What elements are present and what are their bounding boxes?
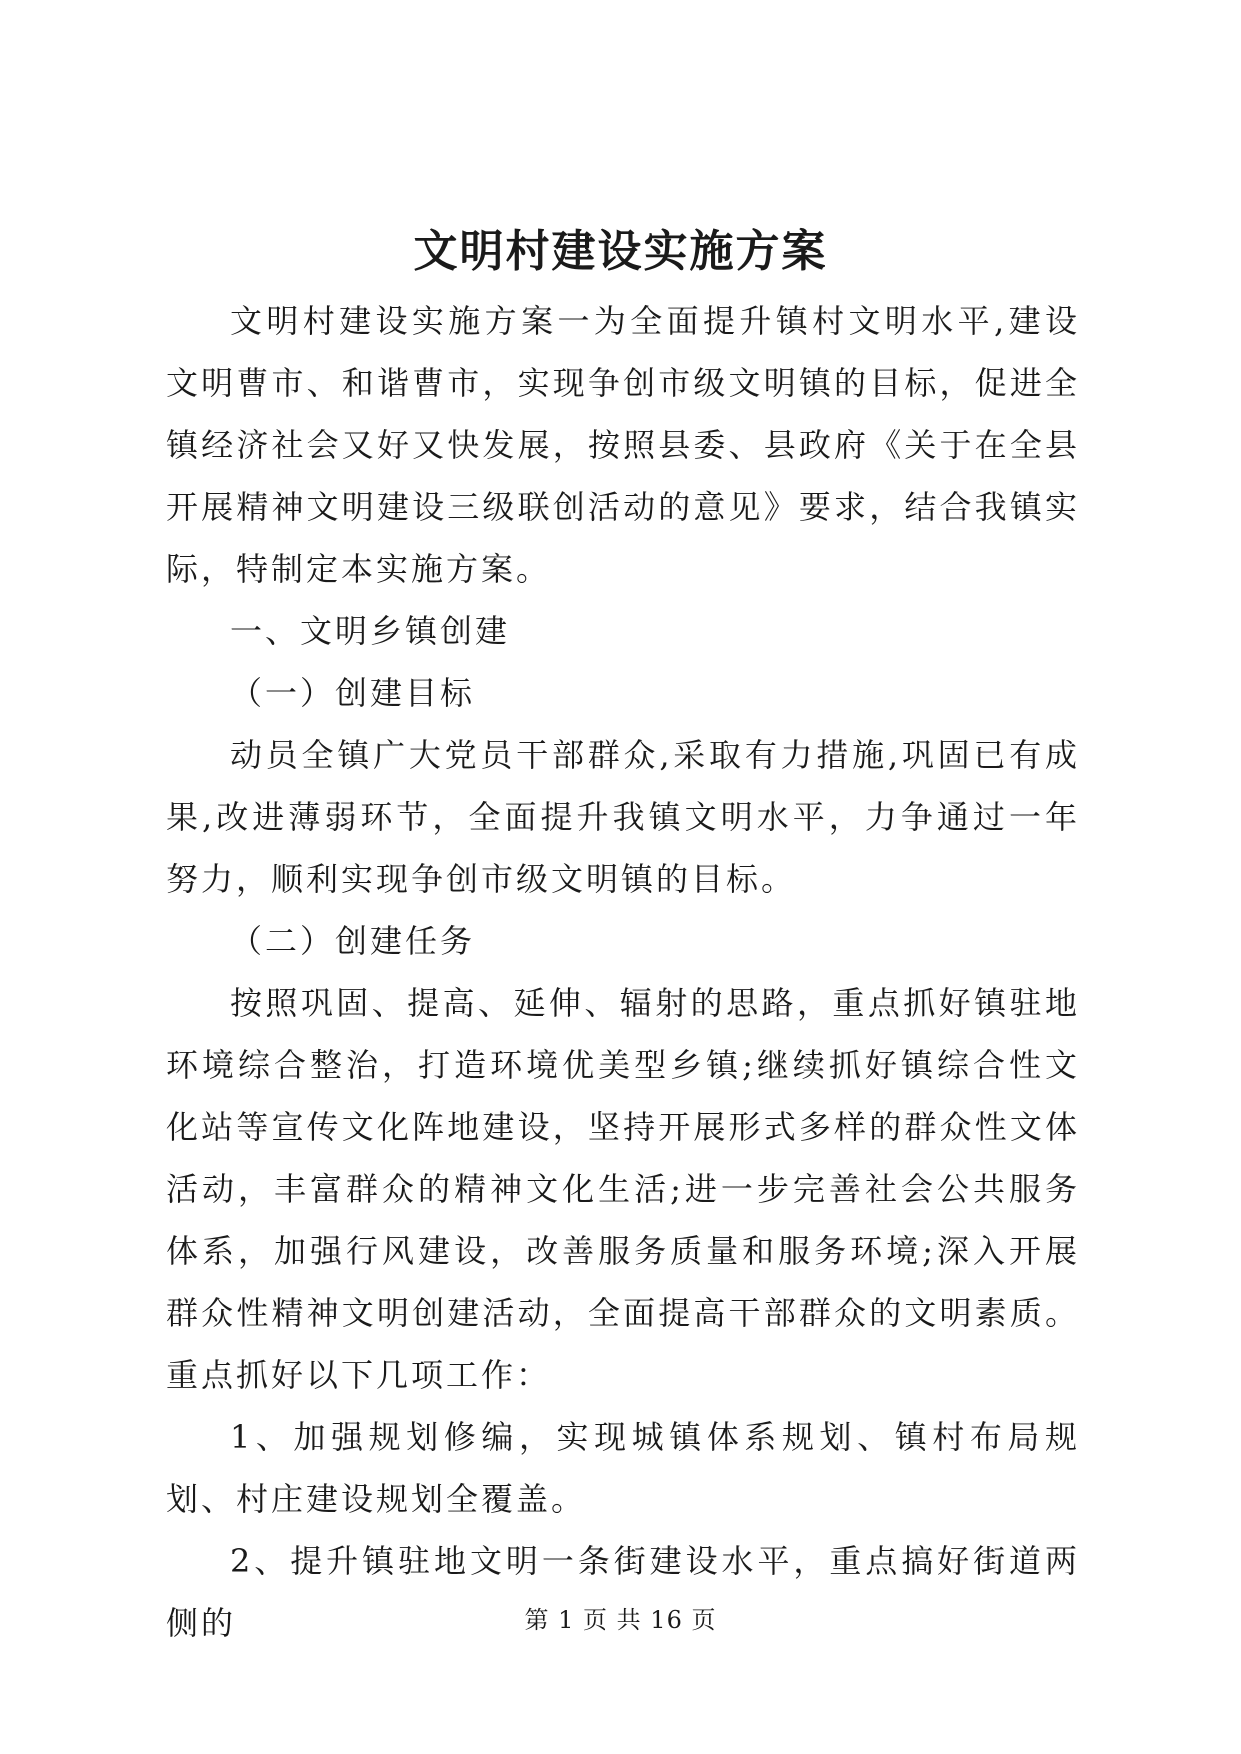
document-title: 文明村建设实施方案 — [413, 226, 828, 277]
page-number-footer: 第 1 页 共 16 页 — [524, 1606, 717, 1634]
heading-subsection-1: （一）创建目标 — [230, 674, 476, 712]
heading-subsection-2: （二）创建任务 — [230, 922, 476, 960]
list-item-2: 2、提升镇驻地文明一条街建设水平，重点搞好街道两侧的 — [166, 1542, 1080, 1642]
heading-section-1: 一、文明乡镇创建 — [230, 612, 511, 650]
paragraph-tasks: 按照巩固、提高、延伸、辐射的思路，重点抓好镇驻地环境综合整治，打造环境优美型乡镇;继续抓好镇综合性文化站等宣传文化阵地建设，坚持开展形式多样的群众性文体活动，丰富群众的精神文化生活;进一步完善社会公共服务体系，加强行风建设，改善服务质量和服务环境;深入开展群众性精神文明创建活动，全面提高干部群众的文明素质。重点抓好以下几项工作： — [166, 984, 1080, 1394]
list-item-1: 1、加强规划修编，实现城镇体系规划、镇村布局规划、村庄建设规划全覆盖。 — [166, 1418, 1080, 1518]
document-body — [166, 290, 1080, 1654]
paragraph-goal: 动员全镇广大党员干部群众,采取有力措施,巩固已有成果,改进薄弱环节，全面提升我镇文明水平，力争通过一年努力，顺利实现争创市级文明镇的目标。 — [166, 736, 1080, 898]
paragraph-intro: 文明村建设实施方案一为全面提升镇村文明水平,建设文明曹市、和谐曹市，实现争创市级文明镇的目标，促进全镇经济社会又好又快发展，按照县委、县政府《关于在全县开展精神文明建设三级联创活动的意见》要求，结合我镇实际，特制定本实施方案。 — [166, 302, 1080, 588]
